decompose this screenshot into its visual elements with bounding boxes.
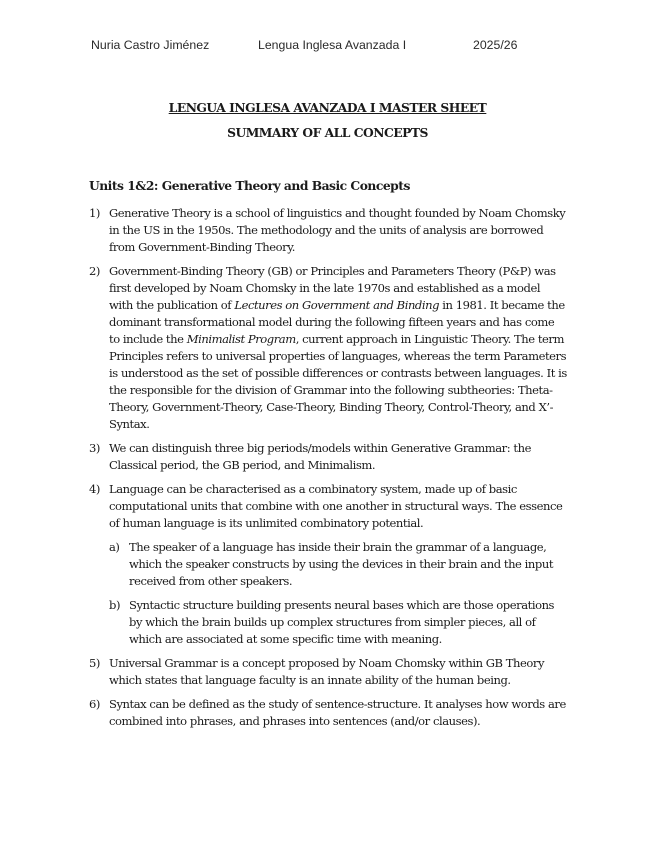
item-number: 6): [89, 697, 100, 711]
item-number: 4): [89, 482, 100, 496]
list-item: [0, 696, 655, 730]
item-number: 3): [89, 441, 100, 455]
item-text-part: in 1981. It became the dominant transformational model during the following fifteen years and has come to include the: [109, 298, 565, 346]
item-text: [109, 264, 567, 431]
item-text: Generative Theory is a school of linguistics and thought founded by Noam Chomsky in the US in the 1950s. The methodology and the units of analysis are borrowed from Government-Binding Theory.: [109, 206, 566, 254]
item-number: 2): [89, 264, 100, 278]
program-title: Minimalist Program: [186, 332, 296, 346]
header-year: 2025/26: [473, 38, 518, 52]
sub-list-item: [0, 597, 655, 648]
section-heading: Units 1&2: Generative Theory and Basic Concepts: [89, 178, 410, 193]
list-item: [0, 263, 655, 433]
sub-item-letter: b): [109, 598, 120, 612]
list-item: [0, 205, 655, 256]
sub-item-text: Syntactic structure building presents neural bases which are those operations by which the brain builds up complex structures from simpler pieces, all of which are associated at some specific time with meaning.: [129, 598, 555, 646]
concept-list: [0, 205, 655, 737]
item-text: Universal Grammar is a concept proposed by Noam Chomsky within GB Theory which states that language faculty is an innate ability of the human being.: [109, 656, 545, 687]
item-text-part: Government-Binding Theory (GB) or Principles and Parameters Theory (P&P) was first developed by Noam Chomsky in the late 1970s and established as a model with the publication of: [109, 264, 556, 312]
header-course: Lengua Inglesa Avanzada I: [258, 38, 407, 52]
document-title: LENGUA INGLESA AVANZADA I MASTER SHEET: [168, 100, 487, 115]
item-text-part: , current approach in Linguistic Theory. The term Principles refers to universal properties of languages, whereas the term Parameters is understood as the set of possible differences or contrasts between languages. It is the responsible for the division of Grammar into the following subtheories: Theta-Theory, Government-Theory, Case-Theory, Binding Theory, Control-Theory, and X’-Syntax.: [109, 332, 567, 431]
header-author: Nuria Castro Jiménez: [91, 38, 210, 52]
list-item: [0, 481, 655, 532]
list-item: [0, 440, 655, 474]
item-number: 5): [89, 656, 100, 670]
sub-list: [0, 539, 655, 648]
list-item: [0, 655, 655, 689]
title-block: [0, 100, 655, 140]
sub-item-letter: a): [109, 540, 120, 554]
sub-item-text: The speaker of a language has inside their brain the grammar of a language, which the speaker constructs by using the devices in their brain and the input received from other speakers.: [129, 540, 554, 588]
item-text: Syntax can be defined as the study of sentence-structure. It analyses how words are combined into phrases, and phrases into sentences (and/or clauses).: [109, 697, 566, 728]
item-number: 1): [89, 206, 100, 220]
sub-list-item: [0, 539, 655, 590]
document-subtitle: SUMMARY OF ALL CONCEPTS: [227, 125, 428, 140]
book-title: Lectures on Government and Binding: [234, 298, 440, 312]
item-text: Language can be characterised as a combinatory system, made up of basic computational units that combine with one another in structural ways. The essence of human language is its unlimited combinatory potential.: [109, 482, 563, 530]
item-text: We can distinguish three big periods/models within Generative Grammar: the Classical period, the GB period, and Minimalism.: [109, 441, 531, 472]
